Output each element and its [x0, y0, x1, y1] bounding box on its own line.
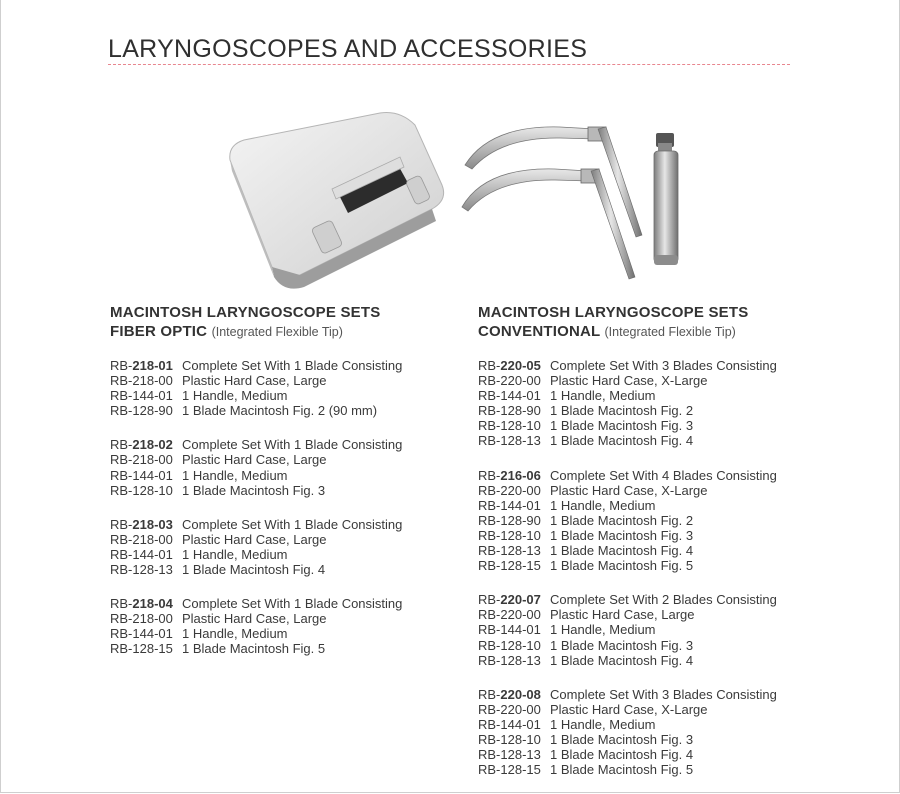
product-description: 1 Handle, Medium	[182, 467, 288, 483]
product-row	[110, 532, 440, 547]
product-row	[478, 388, 818, 403]
product-code: RB-128-13	[478, 652, 541, 668]
product-row	[110, 641, 440, 656]
product-row	[478, 403, 818, 418]
section-title-conventional	[478, 303, 818, 342]
product-row	[478, 702, 818, 717]
product-row	[478, 717, 818, 732]
laryngoscope-handle-icon	[654, 133, 678, 265]
product-set-group	[478, 592, 818, 667]
title-divider	[108, 64, 790, 65]
product-code-prefix: RB-	[478, 686, 501, 702]
product-description: 1 Handle, Medium	[550, 388, 656, 404]
section-title-line1: MACINTOSH LARYNGOSCOPE SETS	[478, 304, 749, 321]
product-row	[478, 543, 818, 558]
product-description: 1 Handle, Medium	[182, 546, 288, 562]
product-row	[110, 547, 440, 562]
product-code-number: 218-04	[132, 596, 173, 612]
product-code: RB-128-10	[478, 527, 541, 543]
product-code	[478, 468, 550, 483]
product-description: 1 Blade Macintosh Fig. 4	[182, 562, 326, 578]
product-row	[478, 358, 818, 373]
product-code: RB-144-01	[478, 497, 541, 513]
product-description: 1 Handle, Medium	[182, 388, 288, 404]
product-code-prefix: RB-	[110, 516, 133, 532]
product-description: 1 Blade Macintosh Fig. 4	[550, 652, 694, 668]
product-code: RB-128-15	[110, 641, 173, 657]
product-description: Complete Set With 3 Blades Consisting	[550, 686, 777, 702]
product-code	[478, 358, 550, 373]
product-row	[110, 452, 440, 467]
product-code-prefix: RB-	[478, 592, 501, 608]
section-title-line2: CONVENTIONAL	[478, 323, 601, 340]
product-row	[110, 437, 440, 452]
product-code: RB-144-01	[110, 467, 173, 483]
product-description: Complete Set With 1 Blade Consisting	[182, 437, 403, 453]
product-set-group	[110, 358, 440, 418]
product-code-prefix: RB-	[478, 358, 501, 373]
product-description: 1 Blade Macintosh Fig. 5	[550, 558, 694, 574]
product-code: RB-128-15	[478, 762, 541, 778]
product-code: RB-144-01	[478, 388, 541, 404]
section-title-line2-wrapper	[478, 322, 818, 342]
product-code-number: 218-02	[132, 437, 173, 453]
fiber-optic-sets-column	[110, 303, 440, 657]
product-description: 1 Blade Macintosh Fig. 5	[182, 641, 326, 657]
product-row	[110, 358, 440, 373]
product-code: RB-220-00	[478, 607, 541, 623]
product-set-group	[110, 437, 440, 497]
product-code: RB-144-01	[110, 546, 173, 562]
product-code-prefix: RB-	[110, 358, 133, 373]
product-description: Complete Set With 1 Blade Consisting	[182, 596, 403, 612]
product-row	[478, 762, 818, 777]
section-title-line2-wrapper	[110, 322, 440, 342]
product-description: Plastic Hard Case, Large	[182, 452, 327, 468]
product-description: Plastic Hard Case, Large	[182, 531, 327, 547]
product-row	[478, 687, 818, 702]
product-row	[110, 483, 440, 498]
section-title-line1: MACINTOSH LARYNGOSCOPE SETS	[110, 304, 381, 321]
page-title: LARYNGOSCOPES AND ACCESSORIES	[108, 34, 588, 63]
section-note: (Integrated Flexible Tip)	[211, 325, 343, 339]
product-code: RB-220-00	[478, 701, 541, 717]
product-code: RB-218-00	[110, 531, 173, 547]
product-row	[110, 373, 440, 388]
product-code: RB-128-90	[110, 403, 173, 419]
product-row	[478, 592, 818, 607]
section-note: (Integrated Flexible Tip)	[604, 325, 736, 339]
product-row	[478, 528, 818, 543]
product-row	[478, 468, 818, 483]
product-row	[478, 747, 818, 762]
product-row	[110, 562, 440, 577]
product-row	[110, 596, 440, 611]
product-code: RB-128-13	[478, 543, 541, 559]
product-description: 1 Handle, Medium	[550, 497, 656, 513]
product-code-number: 220-08	[500, 686, 541, 702]
product-set-group	[478, 468, 818, 574]
product-code-prefix: RB-	[110, 437, 133, 453]
product-code: RB-144-01	[478, 622, 541, 638]
product-code: RB-128-15	[478, 558, 541, 574]
product-description: 1 Blade Macintosh Fig. 2	[550, 512, 694, 528]
product-code: RB-144-01	[478, 716, 541, 732]
product-description: Plastic Hard Case, X-Large	[550, 373, 708, 389]
product-description: Plastic Hard Case, X-Large	[550, 701, 708, 717]
product-code: RB-144-01	[110, 388, 173, 404]
product-description: Plastic Hard Case, Large	[182, 611, 327, 627]
product-description: Complete Set With 2 Blades Consisting	[550, 592, 777, 608]
section-title-line2: FIBER OPTIC	[110, 323, 208, 340]
product-row	[478, 498, 818, 513]
product-code	[110, 517, 182, 532]
product-code-number: 218-03	[132, 516, 173, 532]
product-code-number: 218-01	[132, 358, 173, 373]
product-code: RB-128-10	[478, 637, 541, 653]
product-code	[110, 437, 182, 452]
product-code: RB-128-10	[110, 482, 173, 498]
product-row	[478, 732, 818, 747]
product-set-group	[110, 517, 440, 577]
product-code: RB-218-00	[110, 611, 173, 627]
product-code-number: 220-05	[500, 358, 541, 373]
product-code: RB-128-13	[478, 747, 541, 763]
laryngoscope-blade-icon	[462, 169, 635, 279]
product-set-group	[110, 596, 440, 656]
product-description: 1 Blade Macintosh Fig. 2	[550, 403, 694, 419]
product-set-group	[478, 687, 818, 778]
product-code: RB-220-00	[478, 482, 541, 498]
product-code	[478, 592, 550, 607]
product-row	[478, 433, 818, 448]
product-description: 1 Blade Macintosh Fig. 3	[182, 482, 326, 498]
product-set-group	[478, 358, 818, 449]
product-description: Plastic Hard Case, X-Large	[550, 482, 708, 498]
product-row	[478, 513, 818, 528]
product-description: 1 Blade Macintosh Fig. 3	[550, 418, 694, 434]
product-description: 1 Handle, Medium	[550, 716, 656, 732]
conventional-sets-column	[478, 303, 818, 777]
product-description: 1 Handle, Medium	[550, 622, 656, 638]
hard-case-icon	[230, 113, 444, 289]
product-code: RB-218-00	[110, 452, 173, 468]
product-code: RB-128-90	[478, 512, 541, 528]
product-description: 1 Blade Macintosh Fig. 3	[550, 731, 694, 747]
section-title-fiber-optic	[110, 303, 440, 342]
product-row	[110, 517, 440, 532]
product-description: 1 Blade Macintosh Fig. 4	[550, 433, 694, 449]
product-row	[110, 611, 440, 626]
product-row	[478, 607, 818, 622]
product-list	[110, 358, 440, 657]
product-code-prefix: RB-	[478, 467, 501, 483]
product-code-prefix: RB-	[110, 596, 133, 612]
product-description: 1 Blade Macintosh Fig. 4	[550, 543, 694, 559]
product-code: RB-220-00	[478, 373, 541, 389]
product-description: Plastic Hard Case, Large	[182, 373, 327, 389]
product-description: Complete Set With 1 Blade Consisting	[182, 516, 403, 532]
product-code: RB-128-13	[110, 562, 173, 578]
product-code	[110, 596, 182, 611]
product-description: 1 Blade Macintosh Fig. 4	[550, 747, 694, 763]
product-code	[110, 358, 182, 373]
product-images	[210, 105, 700, 295]
product-description: Complete Set With 1 Blade Consisting	[182, 358, 403, 373]
product-code: RB-144-01	[110, 626, 173, 642]
product-code: RB-218-00	[110, 373, 173, 389]
product-row	[110, 403, 440, 418]
product-list	[478, 358, 818, 777]
product-code-number: 220-07	[500, 592, 541, 608]
product-code	[478, 687, 550, 702]
product-code: RB-128-10	[478, 418, 541, 434]
product-description: Plastic Hard Case, Large	[550, 607, 695, 623]
product-description: Complete Set With 3 Blades Consisting	[550, 358, 777, 373]
product-illustration	[210, 105, 700, 295]
product-row	[478, 622, 818, 637]
product-description: 1 Handle, Medium	[182, 626, 288, 642]
product-row	[478, 373, 818, 388]
product-row	[478, 483, 818, 498]
product-description: 1 Blade Macintosh Fig. 5	[550, 762, 694, 778]
product-description: 1 Blade Macintosh Fig. 3	[550, 527, 694, 543]
product-code: RB-128-10	[478, 731, 541, 747]
product-code: RB-128-90	[478, 403, 541, 419]
product-code: RB-128-13	[478, 433, 541, 449]
product-row	[478, 653, 818, 668]
product-row	[110, 626, 440, 641]
product-row	[110, 468, 440, 483]
product-row	[478, 638, 818, 653]
product-row	[478, 558, 818, 573]
product-description: 1 Blade Macintosh Fig. 3	[550, 637, 694, 653]
product-row	[478, 418, 818, 433]
product-description: 1 Blade Macintosh Fig. 2 (90 mm)	[182, 403, 378, 419]
product-row	[110, 388, 440, 403]
product-code-number: 216-06	[500, 467, 541, 483]
product-description: Complete Set With 4 Blades Consisting	[550, 467, 777, 483]
